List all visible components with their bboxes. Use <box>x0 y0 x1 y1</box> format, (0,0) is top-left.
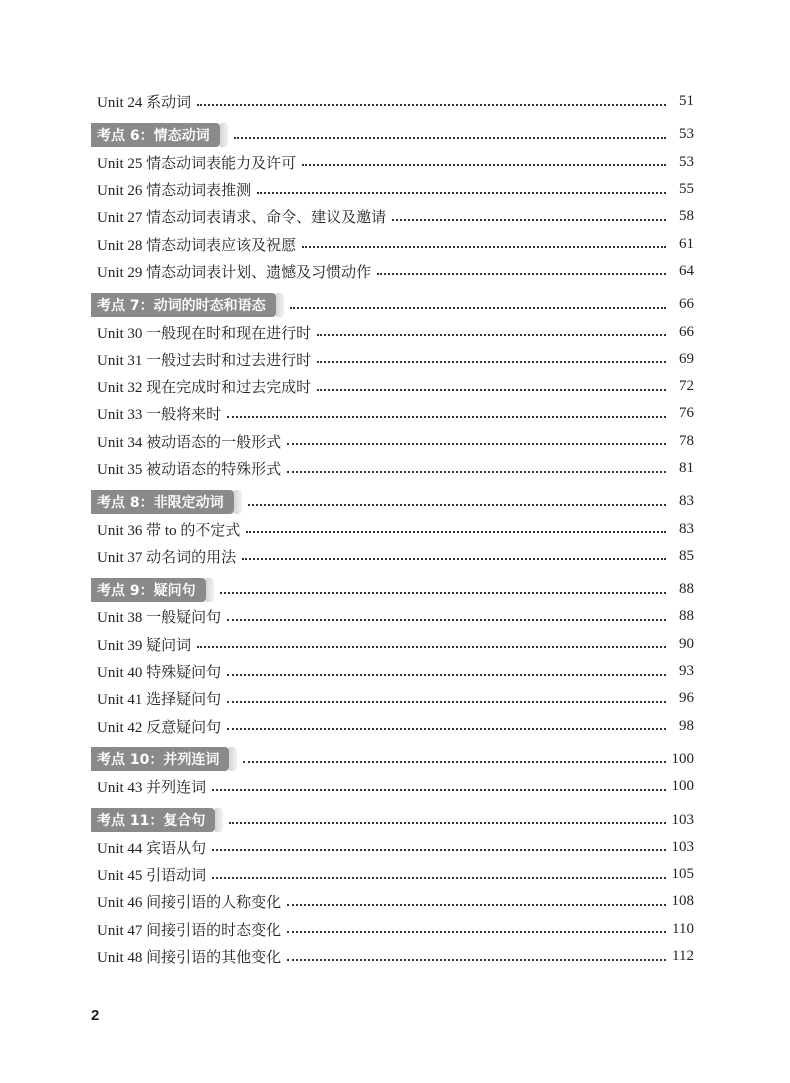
toc-unit-row <box>97 603 694 630</box>
unit-title: Unit 44 宾语从句 <box>97 840 207 857</box>
dot-leader <box>212 789 665 791</box>
page-ref: 100 <box>671 750 694 767</box>
dot-leader <box>248 504 666 506</box>
page-ref: 69 <box>679 350 694 367</box>
dot-leader <box>229 822 665 824</box>
page-ref: 81 <box>679 460 694 476</box>
page-ref: 100 <box>671 778 694 795</box>
page-ref: 103 <box>671 838 694 855</box>
unit-title: Unit 46 间接引语的人称变化 <box>97 895 282 912</box>
unit-title: Unit 41 选择疑问句 <box>97 692 222 709</box>
dot-leader <box>392 219 666 221</box>
toc-unit-row <box>97 713 694 740</box>
unit-title: Unit 39 疑问词 <box>97 637 192 654</box>
toc-unit-row <box>97 346 694 373</box>
toc-unit-row <box>97 916 694 943</box>
dot-leader <box>317 334 666 336</box>
unit-title: Unit 33 一般将来时 <box>97 407 222 424</box>
page-ref: 90 <box>679 635 694 652</box>
page-ref: 53 <box>679 126 694 143</box>
page-ref: 96 <box>679 690 694 707</box>
page-ref: 78 <box>679 432 694 449</box>
dot-leader <box>227 728 666 730</box>
dot-leader <box>242 558 666 560</box>
unit-title: Unit 31 一般过去时和过去进行时 <box>97 352 312 369</box>
page-ref: 55 <box>679 181 694 198</box>
toc-unit-row <box>97 373 694 400</box>
unit-title: Unit 26 情态动词表推测 <box>97 183 252 200</box>
page-ref: 103 <box>671 811 694 828</box>
toc-unit-row <box>97 258 694 285</box>
page-ref: 88 <box>679 581 694 598</box>
toc-unit-row <box>97 834 694 861</box>
unit-title: Unit 37 动名词的用法 <box>97 549 237 566</box>
toc-unit-row <box>97 888 694 915</box>
dot-leader <box>287 904 665 906</box>
page-ref: 85 <box>679 547 694 564</box>
dot-leader <box>287 443 666 445</box>
dot-leader <box>197 646 666 648</box>
toc-section-row <box>97 291 694 318</box>
table-of-contents <box>97 88 694 970</box>
page-ref: 83 <box>679 520 694 537</box>
unit-title: Unit 27 情态动词表请求、命令、建议及邀请 <box>97 210 387 227</box>
dot-leader <box>302 246 666 248</box>
toc-unit-row <box>97 88 694 115</box>
dot-leader <box>227 416 666 418</box>
page-number: 2 <box>91 1007 100 1024</box>
dot-leader <box>220 592 666 594</box>
toc-unit-row <box>97 149 694 176</box>
toc-unit-row <box>97 428 694 455</box>
page-ref: 110 <box>672 920 694 937</box>
unit-title: Unit 32 现在完成时和过去完成时 <box>97 380 312 397</box>
dot-leader <box>227 674 666 676</box>
toc-unit-row <box>97 543 694 570</box>
unit-title: Unit 36 带 to 的不定式 <box>97 522 241 539</box>
toc-section-row <box>97 806 694 833</box>
toc-section-row <box>97 746 694 773</box>
unit-title: Unit 47 间接引语的时态变化 <box>97 922 282 939</box>
toc-unit-row <box>97 203 694 230</box>
page-ref: 64 <box>679 262 694 279</box>
page-ref: 53 <box>679 153 694 170</box>
toc-unit-row <box>97 400 694 427</box>
unit-title: Unit 42 反意疑问句 <box>97 719 222 736</box>
dot-leader <box>302 164 666 166</box>
dot-leader <box>212 877 665 879</box>
toc-unit-row <box>97 176 694 203</box>
section-heading-badge: 考点 9：疑问句 <box>91 578 206 602</box>
page-ref: 66 <box>679 323 694 340</box>
section-heading-badge: 考点 10：并列连词 <box>91 747 229 771</box>
unit-title: Unit 25 情态动词表能力及许可 <box>97 155 297 172</box>
section-heading-badge: 考点 7：动词的时态和语态 <box>91 293 276 317</box>
section-heading-badge: 考点 11：复合句 <box>91 808 215 832</box>
page-ref: 105 <box>671 866 694 883</box>
page-ref: 66 <box>679 296 694 313</box>
dot-leader <box>287 931 666 933</box>
toc-unit-row <box>97 685 694 712</box>
dot-leader <box>287 471 666 473</box>
unit-title: Unit 34 被动语态的一般形式 <box>97 434 282 451</box>
page-ref: 72 <box>679 378 694 395</box>
toc-section-row <box>97 121 694 148</box>
unit-title: Unit 38 一般疑问句 <box>97 610 222 627</box>
page-ref: 76 <box>679 405 694 422</box>
dot-leader <box>317 389 666 391</box>
unit-title: Unit 30 一般现在时和现在进行时 <box>97 325 312 342</box>
section-heading-badge: 考点 8：非限定动词 <box>91 490 234 514</box>
page-ref: 51 <box>679 93 694 110</box>
toc-unit-row <box>97 631 694 658</box>
page-ref: 93 <box>679 663 694 680</box>
unit-title: Unit 43 并列连词 <box>97 780 207 797</box>
dot-leader <box>287 959 666 961</box>
unit-title: Unit 48 间接引语的其他变化 <box>97 950 282 967</box>
page-ref: 61 <box>679 235 694 252</box>
toc-unit-row <box>97 455 694 482</box>
toc-unit-row <box>97 658 694 685</box>
dot-leader <box>377 273 666 275</box>
toc-unit-row <box>97 773 694 800</box>
toc-section-row <box>97 488 694 515</box>
unit-title: Unit 35 被动语态的特殊形式 <box>97 462 282 478</box>
toc-unit-row <box>97 318 694 345</box>
toc-unit-row <box>97 943 694 970</box>
toc-section-row <box>97 576 694 603</box>
unit-title: Unit 45 引语动词 <box>97 868 207 885</box>
dot-leader <box>290 307 666 309</box>
toc-unit-row <box>97 861 694 888</box>
page-ref: 83 <box>679 493 694 510</box>
dot-leader <box>227 701 666 703</box>
dot-leader <box>257 192 666 194</box>
page-ref: 112 <box>672 948 694 965</box>
page-ref: 108 <box>671 893 694 910</box>
unit-title: Unit 24 系动词 <box>97 95 192 112</box>
dot-leader <box>317 361 666 363</box>
toc-unit-row <box>97 515 694 542</box>
page-ref: 88 <box>679 608 694 625</box>
dot-leader <box>212 849 665 851</box>
page-ref: 58 <box>679 208 694 225</box>
dot-leader <box>234 137 666 139</box>
unit-title: Unit 29 情态动词表计划、遗憾及习惯动作 <box>97 264 372 281</box>
unit-title: Unit 28 情态动词表应该及祝愿 <box>97 237 297 254</box>
unit-title: Unit 40 特殊疑问句 <box>97 665 222 682</box>
toc-unit-row <box>97 230 694 257</box>
dot-leader <box>227 619 666 621</box>
dot-leader <box>246 531 666 533</box>
dot-leader <box>197 104 666 106</box>
dot-leader <box>243 761 665 763</box>
page-ref: 98 <box>679 717 694 734</box>
section-heading-badge: 考点 6：情态动词 <box>91 123 220 147</box>
